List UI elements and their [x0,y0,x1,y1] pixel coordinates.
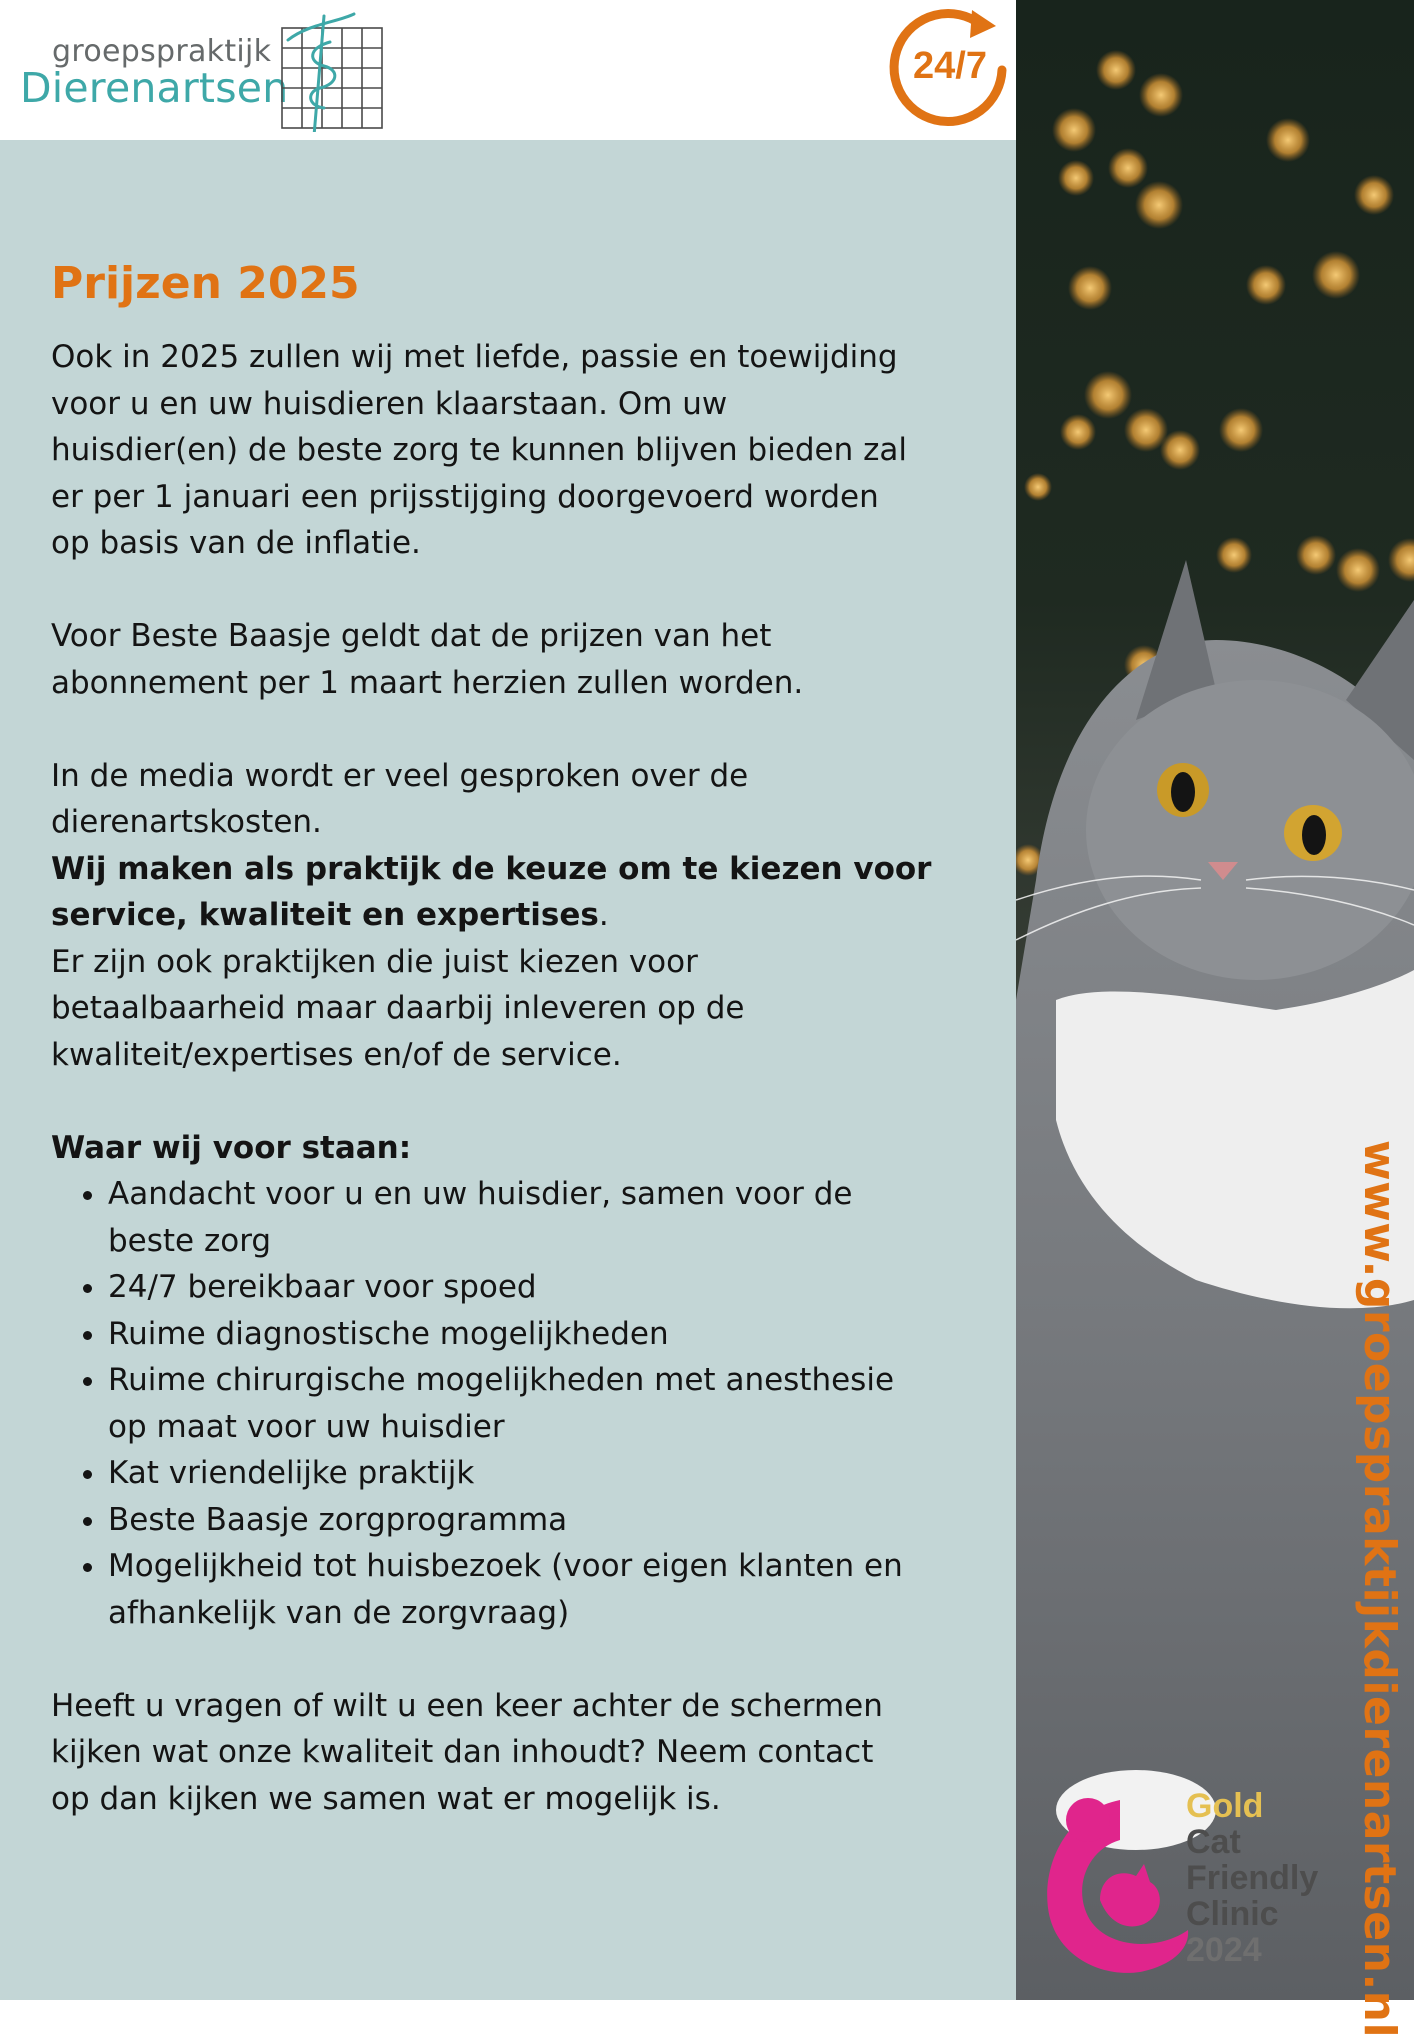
cfc-line: 2024 [1186,1931,1262,1969]
page-title: Prijzen 2025 [51,258,360,309]
website-url: www.groepspraktijkdierenartsen.nl [1354,1140,1405,2038]
paragraph-closing [51,1683,951,1823]
text-punctuation: . [598,897,609,933]
text-line: op basis van de inflatie. [51,525,421,561]
24-7-badge-icon [884,0,1016,132]
bold-text-line: Wij maken als praktijk de keuze om te kiezen voor [51,850,932,887]
cfc-line: Gold [1186,1787,1264,1825]
list-item: • Kat vriendelijke praktijk [108,1450,951,1497]
text-line: Er zijn ook praktijken die juist kiezen voor [51,943,698,980]
paragraph-intro [51,334,951,567]
paragraph-media [51,753,951,1079]
logo-big-text: Dierenartsen [20,64,289,112]
list-item: • Mogelijkheid tot huisbezoek (voor eigen klanten en afhankelijk van de zorgvraag) [108,1543,951,1636]
text-line: dierenartskosten. [51,804,322,840]
text-line: abonnement per 1 maart herzien zullen worden. [51,664,804,701]
text-line: huisdier(en) de beste zorg te kunnen blijven bieden zal [51,432,908,468]
badge-text: 24/7 [913,45,987,87]
text-line: op dan kijken we samen wat er mogelijk is. [51,1780,721,1817]
values-list [51,1171,951,1636]
text-line: Heeft u vragen of wilt u een keer achter de schermen [51,1687,883,1724]
cfc-line: Cat [1186,1823,1241,1861]
text-line: er per 1 januari een prijsstijging doorgevoerd worden [51,478,879,515]
text-line: voor u en uw huisdieren klaarstaan. Om uw [51,385,728,422]
text-line: Ook in 2025 zullen wij met liefde, passie en toewijding [51,339,898,375]
list-item: • 24/7 bereikbaar voor spoed [108,1264,951,1311]
paragraph-beste-baasje [51,613,951,706]
content-panel [0,140,1016,2000]
practice-logo [10,10,380,130]
article [51,256,951,1822]
cat-friendly-clinic-text [1186,1788,1318,1968]
list-item: • Beste Baasje zorgprogramma [108,1497,951,1544]
bold-text-line: service, kwaliteit en expertises [51,897,599,933]
logo-grid-icon [268,12,388,132]
header [0,0,1016,140]
text-line: Voor Beste Baasje geldt dat de prijzen van het [51,618,772,654]
cfc-line: Clinic [1186,1895,1279,1933]
list-item: • Ruime chirurgische mogelijkheden met anesthesie op maat voor uw huisdier [108,1357,951,1450]
list-item: • Aandacht voor u en uw huisdier, samen voor de beste zorg [108,1171,951,1264]
cat-friendly-clinic-icon [1040,1790,1200,1980]
text-line: kwaliteit/expertises en/of de service. [51,1036,622,1073]
text-line: In de media wordt er veel gesproken over de [51,757,749,794]
cfc-line: Friendly [1186,1859,1319,1897]
list-item: • Ruime diagnostische mogelijkheden [108,1311,951,1358]
list-heading: Waar wij voor staan: [51,1129,412,1166]
text-line: betaalbaarheid maar daarbij inleveren op de [51,990,745,1026]
text-line: kijken wat onze kwaliteit dan inhoudt? Neem contact [51,1734,874,1770]
logo-small-text: groepspraktijk [52,34,272,69]
